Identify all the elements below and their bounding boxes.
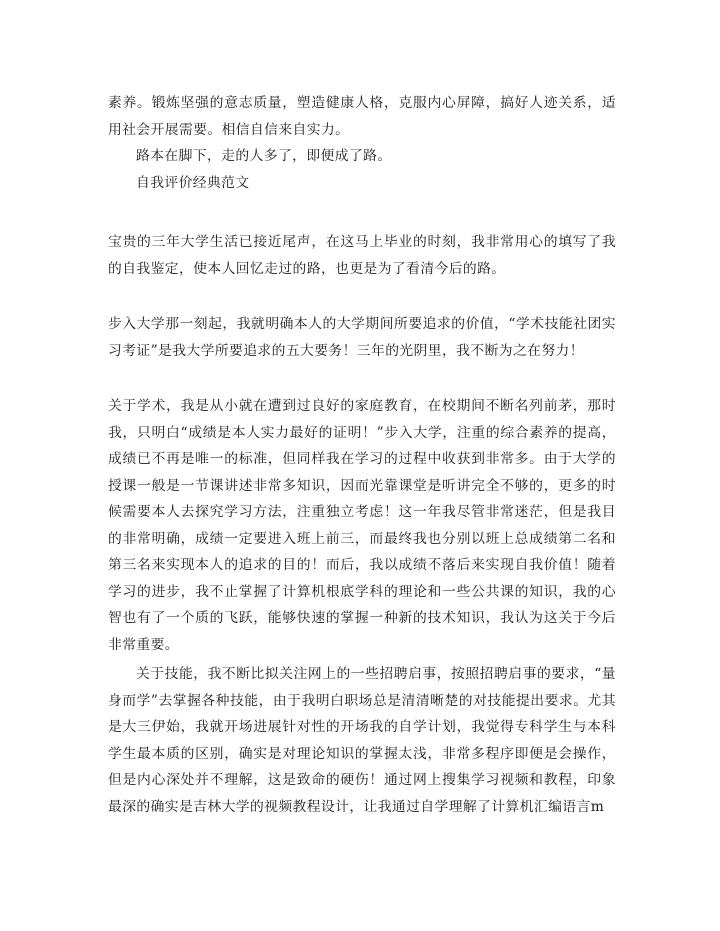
section-heading: 自我评价经典范文 — [136, 175, 250, 191]
paragraph-goals: 步入大学那一刻起，我就明确本人的大学期间所要追求的价值，“学术技能社团实习考证”是我大学所要追求的五大要务！三年的光阴里，我不断为之在努力！ — [108, 316, 616, 359]
paragraph-road-quote: 路本在脚下，走的人多了，即便成了路。 — [136, 148, 392, 164]
paragraph-academics: 关于学术，我是从小就在遭到过良好的家庭教育，在校期间不断名列前茅，那时我，只明白“成绩是本人实力最好的证明！”步入大学，注重的综合素养的提高，成绩已不再是唯一的标准，但同样我在学习的过程中收获到非常多。由于大学的授课一般是一节课讲述非常多知识，因而光靠课堂是听讲完全不够的，更多的时候需要本人去探究学习方法，注重独立考虑！这一年我尽管非常迷茫，但是我目的非常明确，成绩一定要进入班上前三，而最终我也分别以班上总成绩第二名和第三名来实现本人的追求的目的！而后，我以成绩不落后来实现自我价值！随着学习的进步，我不止掌握了计算机根底学科的理论和一些公共课的知识，我的心智也有了一个质的飞跃，能够快速的掌握一种新的技术知识，我认为这关于今后非常重要。 — [108, 398, 616, 653]
paragraph-quality-training: 素养。锻炼坚强的意志质量，塑造健康人格，克服内心屏障，搞好人迹关系，适用社会开展需要。相信自信来自实力。 — [108, 95, 616, 138]
paragraph-intro: 宝贵的三年大学生活已接近尾声，在这马上毕业的时刻，我非常用心的填写了我的自我鉴定，使本人回忆走过的路，也更是为了看清今后的路。 — [108, 234, 616, 277]
paragraph-skills: 关于技能，我不断比拟关注网上的一些招聘启事，按照招聘启事的要求，“量身而学”去掌握各种技能，由于我明白职场总是清清晰楚的对技能提出要求。尤其是大三伊始，我就开场进展针对性的开场我的自学计划，我觉得专科学生与本科学生最本质的区别，确实是对理论知识的掌握太浅，非常多程序即便是会操作，但是内心深处并不理解，这是致命的硬伤！通过网上搜集学习视频和教程，印象最深的确实是吉林大学的视频教程设计，让我通过自学理解了计算机汇编语言m — [108, 666, 616, 815]
